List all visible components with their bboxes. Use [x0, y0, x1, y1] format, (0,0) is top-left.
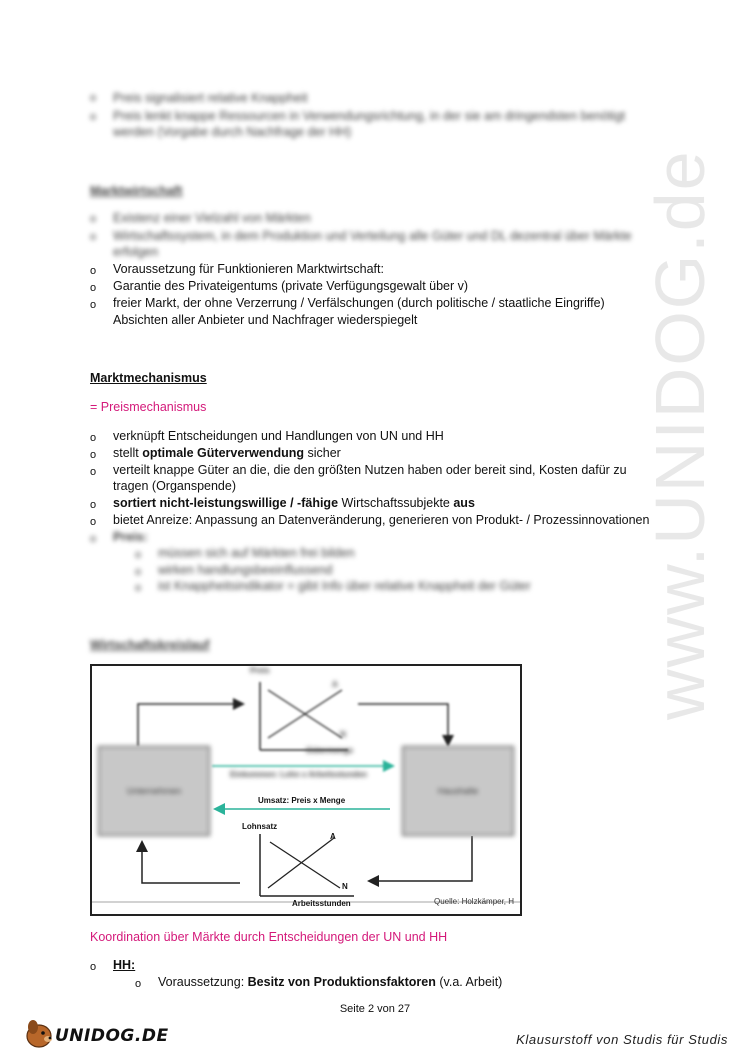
list-item: wirken handlungsbeeinflussend: [158, 563, 333, 577]
list-item: freier Markt, der ohne Verzerrung / Verfälschungen (durch politische / staatliche Eingriffe): [113, 296, 605, 310]
bullet-icon: o: [135, 978, 142, 990]
top-axis-y-label: Preis: [250, 666, 270, 675]
bullet-icon: o: [135, 582, 142, 594]
bullet-icon: o: [90, 466, 97, 478]
list-item: erfolgen: [113, 245, 159, 259]
list-item: sortiert nicht-leistungswillige / -fähige Wirtschaftssubjekte aus: [113, 496, 475, 510]
list-item: Existenz einer Vielzahl von Märkten: [113, 211, 311, 225]
bottom-axis-x-label: Arbeitsstunden: [292, 899, 351, 908]
top-curve-label-n: N: [340, 730, 346, 739]
unidog-logo: [22, 1016, 169, 1057]
section-heading: Marktmechanismus: [90, 371, 207, 385]
bullet-icon: o: [90, 449, 97, 461]
bullet-icon: o: [90, 533, 97, 545]
hh-label: HH:: [113, 958, 136, 972]
top-curve-label-a: A: [332, 680, 338, 689]
coordination-text: Koordination über Märkte durch Entscheidungen der UN und HH: [90, 930, 448, 944]
bullet-icon: o: [135, 549, 142, 561]
bottom-curve-label-n: N: [342, 882, 348, 891]
bullet-icon: o: [90, 265, 97, 277]
bullet-icon: o: [90, 299, 97, 311]
list-item: verteilt knappe Güter an die, die den größten Nutzen haben oder bereit sind, Kosten dafür zu: [113, 463, 627, 477]
list-item: tragen (Organspende): [113, 479, 236, 493]
list-item: müssen sich auf Märkten frei bilden: [158, 546, 355, 560]
section-subheading: = Preismechanismus: [90, 400, 207, 414]
income-arrow-label: Einkommen: Lohn x Arbeitsstunden: [230, 770, 368, 779]
bullet-icon: o: [135, 566, 142, 578]
list-item: bietet Anreize: Anpassung an Datenveränderung, generieren von Produkt- / Prozessinnovationen: [113, 513, 650, 527]
bullet-icon: o: [90, 231, 97, 243]
list-item: Absichten aller Anbieter und Nachfrager wiederspiegelt: [113, 313, 418, 327]
list-item: stellt optimale Güterverwendung sicher: [113, 446, 341, 460]
top-axis-x-label: Gütermenge: [306, 746, 354, 755]
section-heading: Wirtschaftskreislauf: [90, 638, 210, 652]
watermark-text: www.UNIDOG.de: [641, 149, 719, 720]
list-item: Wirtschaftssystem, in dem Produktion und Verteilung alle Güter und DL dezentral über Märkte: [113, 229, 632, 243]
bullet-icon: o: [90, 499, 97, 511]
slogan-text: Klausurstoff von Studis für Studis: [516, 1032, 728, 1047]
list-item: Preis:: [113, 530, 148, 544]
section-heading: Marktwirtschaft: [90, 184, 183, 198]
bullet-icon: o: [90, 111, 97, 123]
bullet-icon: o: [90, 961, 97, 973]
list-item: werden (Vorgabe durch Nachfrage der HH): [113, 125, 352, 139]
list-item: Preis signalisiert relative Knappheit: [113, 91, 308, 105]
logo-text: UNIDOG.DE: [55, 1026, 169, 1046]
bullet-icon: o: [90, 92, 97, 104]
list-item: Voraussetzung für Funktionieren Marktwirtschaft:: [113, 262, 384, 276]
bottom-axis-y-label: Lohnsatz: [242, 822, 278, 831]
page-number: Seite 2 von 27: [339, 1003, 411, 1015]
hh-sub-item: Voraussetzung: Besitz von Produktionsfaktoren (v.a. Arbeit): [158, 975, 503, 989]
bottom-curve-label-a: A: [330, 832, 336, 841]
companies-label: Unternehmen: [126, 786, 182, 796]
economic-cycle-diagram: [90, 664, 522, 916]
list-item: Preis lenkt knappe Ressourcen in Verwendungsrichtung, in der sie am dringendsten benötigt: [113, 109, 626, 123]
households-label: Haushalte: [437, 786, 479, 796]
bullet-icon: o: [90, 213, 97, 225]
households-box: [402, 746, 514, 836]
bullet-icon: o: [90, 516, 97, 528]
diagram-source: Quelle: Holzkämper, H: [434, 897, 515, 906]
revenue-arrow-label: Umsatz: Preis x Menge: [258, 796, 346, 805]
list-item: verknüpft Entscheidungen und Handlungen von UN und HH: [113, 429, 444, 443]
list-item: ist Knappheitsindikator = gibt Info über relative Knappheit der Güter: [158, 579, 531, 593]
bullet-icon: o: [90, 432, 97, 444]
list-item: Garantie des Privateigentums (private Verfügungsgewalt über v): [113, 279, 469, 293]
companies-box: [98, 746, 210, 836]
bullet-icon: o: [90, 282, 97, 294]
